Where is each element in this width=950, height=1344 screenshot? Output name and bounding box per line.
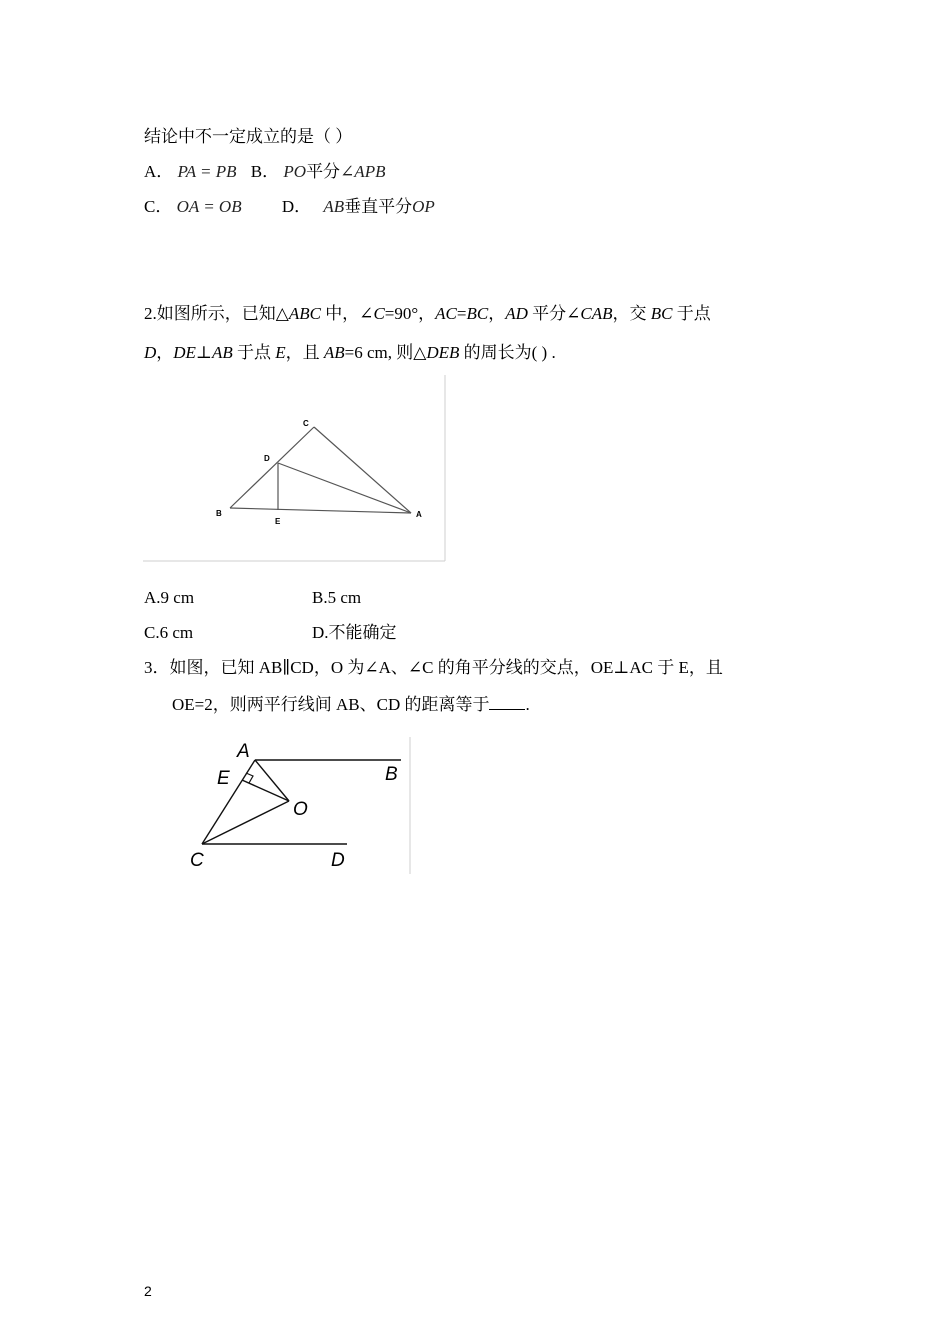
segment-bc bbox=[230, 427, 314, 508]
q1-option-b-text: 平分 bbox=[306, 162, 341, 181]
q1-stem: 结论中不一定成立的是（ ） bbox=[144, 127, 353, 146]
answer-blank bbox=[489, 693, 525, 710]
q2-text: 2.如图所示，已知△ bbox=[144, 304, 289, 323]
q1-options-row-2 bbox=[144, 196, 435, 218]
q2-text: ， bbox=[156, 343, 174, 362]
q2-stem-line-2 bbox=[144, 342, 556, 364]
label-a: A bbox=[237, 741, 250, 762]
q2-text: ，且 bbox=[285, 343, 324, 362]
q2-math: E bbox=[275, 343, 286, 362]
q2-math: AD bbox=[505, 304, 528, 323]
q3-stem-line-2 bbox=[172, 693, 530, 716]
label-c: C bbox=[303, 419, 309, 428]
q1-option-b-math2: ∠APB bbox=[340, 162, 386, 181]
label-d: D bbox=[331, 850, 345, 871]
q2-triangle-figure bbox=[143, 375, 447, 562]
label-b: B bbox=[385, 764, 398, 785]
q2-text: ，交 bbox=[612, 304, 651, 323]
label-d: D bbox=[264, 454, 270, 463]
q2-math: BC bbox=[466, 304, 489, 323]
q2-stem-line-1 bbox=[144, 303, 711, 325]
q2-math: ABC bbox=[288, 304, 321, 323]
label-c: C bbox=[190, 850, 204, 871]
q2-text: 于点 bbox=[672, 304, 711, 323]
q1-option-d-label: D． bbox=[281, 197, 312, 216]
label-b: B bbox=[216, 509, 222, 518]
label-e: E bbox=[275, 517, 281, 526]
page-number: 2 bbox=[144, 1283, 152, 1299]
segment-eo bbox=[242, 780, 289, 801]
q1-option-a-math: PA = PB bbox=[177, 162, 237, 181]
label-o: O bbox=[293, 799, 308, 820]
q3-parallel-lines-figure bbox=[185, 735, 415, 875]
q1-option-d-text: 垂直平分 bbox=[344, 197, 413, 216]
label-a: A bbox=[416, 510, 422, 519]
q3-stem-line-1: 3．如图，已知 AB∥CD，O 为∠A、∠C 的角平分线的交点，OE⊥AC 于 E，且 bbox=[144, 658, 723, 677]
q2-text: 于点 bbox=[232, 343, 276, 362]
q1-option-c-label: C． bbox=[144, 197, 173, 216]
q2-math: AC bbox=[435, 304, 457, 323]
q2-math: BC bbox=[650, 304, 673, 323]
segment-ba bbox=[230, 508, 411, 513]
q1-option-b-label: B． bbox=[250, 162, 280, 181]
q1-option-a-label: A． bbox=[144, 162, 174, 181]
q1-option-d-math1: AB bbox=[323, 197, 345, 216]
q1-option-b-math1: PO bbox=[283, 162, 307, 181]
q1-options-row-1 bbox=[144, 161, 385, 183]
q2-text: ⊥ bbox=[195, 343, 212, 362]
q2-option-c: C.6 cm bbox=[144, 623, 194, 642]
q2-math: DE bbox=[173, 343, 196, 362]
segment-ca bbox=[314, 427, 411, 513]
q2-math: AB bbox=[211, 343, 233, 362]
q2-text: 中，∠ bbox=[320, 304, 374, 323]
segment-da bbox=[278, 463, 411, 513]
q3-stem-text: OE=2，则两平行线间 AB、CD 的距离等于 bbox=[172, 695, 490, 714]
q2-option-d: D.不能确定 bbox=[312, 623, 397, 642]
q2-text: =6 cm, 则△ bbox=[344, 343, 427, 362]
q2-option-a: A.9 cm bbox=[144, 588, 195, 607]
segment-ao bbox=[255, 760, 289, 801]
q2-math: AB bbox=[323, 343, 345, 362]
q2-math: C bbox=[373, 304, 385, 323]
q2-text: ， bbox=[488, 304, 506, 323]
q1-option-c-math: OA = OB bbox=[176, 197, 242, 216]
q1-option-d-math2: OP bbox=[412, 197, 435, 216]
q2-text: =90°， bbox=[384, 304, 436, 323]
q2-text: 平分∠ bbox=[527, 304, 581, 323]
q2-math: D bbox=[144, 343, 157, 362]
q2-math: DEB bbox=[426, 343, 460, 362]
q2-option-b: B.5 cm bbox=[312, 588, 362, 607]
q2-text: 的周长为( ) . bbox=[459, 343, 556, 362]
q2-math: CAB bbox=[580, 304, 613, 323]
q3-stem-period: . bbox=[525, 695, 530, 714]
label-e: E bbox=[217, 768, 230, 789]
q2-text: = bbox=[456, 304, 467, 323]
